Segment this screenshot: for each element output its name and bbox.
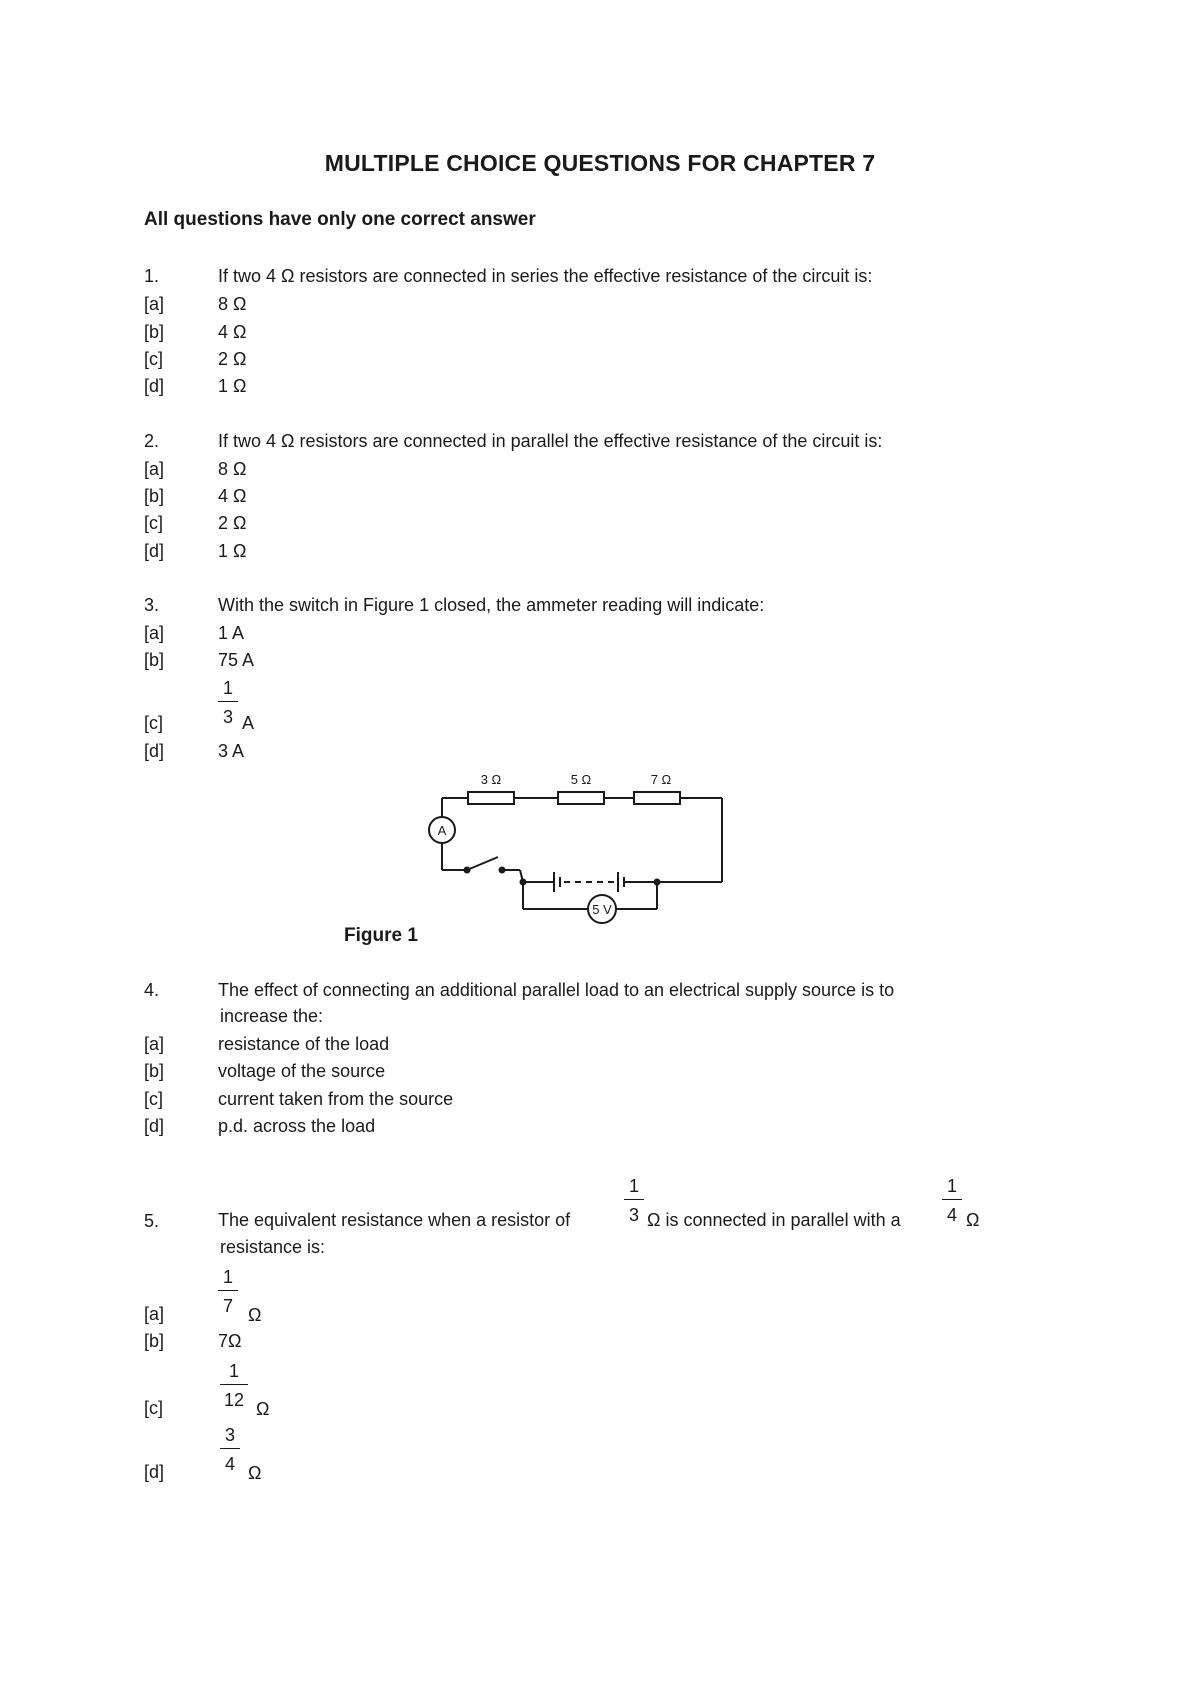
fraction-denominator: 3: [628, 1205, 639, 1225]
question-text: Ω is connected in parallel with a: [647, 1210, 901, 1230]
question-text: The equivalent resistance when a resistor of: [218, 1210, 571, 1230]
fraction-bar: [218, 701, 238, 702]
option-label: [b]: [144, 1331, 165, 1351]
option-label: [a]: [144, 1304, 165, 1324]
fraction-numerator: 1: [222, 1267, 233, 1287]
option-text: current taken from the source: [218, 1089, 454, 1109]
fraction: [218, 1266, 238, 1317]
fraction-denominator: 4: [946, 1205, 957, 1225]
question-number: 3.: [144, 595, 160, 615]
option-text: 2 Ω: [218, 513, 247, 533]
option-text: 4 Ω: [218, 486, 247, 506]
question-text: The effect of connecting an additional parallel load to an electrical supply source is to: [218, 980, 895, 1000]
option-label: [c]: [144, 349, 164, 369]
fraction: [220, 1424, 240, 1475]
resistor-5-ohm: [558, 792, 604, 804]
fraction-numerator: 1: [946, 1176, 957, 1196]
fraction: [218, 677, 238, 728]
switch-lever: [467, 857, 498, 870]
question-text-continued: resistance is:: [220, 1237, 326, 1257]
question-number: 5.: [144, 1211, 160, 1231]
fraction-numerator: 1: [228, 1361, 239, 1381]
option-label: [d]: [144, 1462, 165, 1482]
question-text: With the switch in Figure 1 closed, the ammeter reading will indicate:: [218, 595, 765, 615]
fraction: [942, 1175, 962, 1226]
fraction-denominator: 3: [222, 707, 233, 727]
option-label: [d]: [144, 541, 165, 561]
question-number: 2.: [144, 431, 160, 451]
option-text: 1 A: [218, 623, 245, 643]
resistor-label: 7 Ω: [650, 772, 672, 787]
fraction-numerator: 1: [222, 678, 233, 698]
option-text: 75 A: [218, 650, 255, 670]
switch-contact: [500, 868, 505, 873]
option-text: 7Ω: [218, 1331, 242, 1351]
option-text: 4 Ω: [218, 322, 247, 342]
page-title: MULTIPLE CHOICE QUESTIONS FOR CHAPTER 7: [324, 150, 876, 176]
question-number: 4.: [144, 980, 160, 1000]
option-text: 8 Ω: [218, 459, 247, 479]
option-label: [c]: [144, 1089, 164, 1109]
option-label: [a]: [144, 459, 165, 479]
option-unit: Ω: [256, 1399, 270, 1419]
figure-caption: Figure 1: [344, 925, 418, 946]
option-label: [b]: [144, 650, 165, 670]
fraction-denominator: 12: [223, 1390, 245, 1410]
option-label: [c]: [144, 513, 164, 533]
option-text: 2 Ω: [218, 349, 247, 369]
option-label: [d]: [144, 741, 165, 761]
option-label: [a]: [144, 1034, 165, 1054]
fraction-numerator: 3: [224, 1425, 235, 1445]
fraction-bar: [624, 1199, 644, 1200]
option-unit: Ω: [248, 1305, 262, 1325]
option-label: [b]: [144, 486, 165, 506]
voltmeter-label: 5 V: [592, 902, 612, 917]
option-text: 3 A: [218, 741, 245, 761]
option-label: [d]: [144, 1116, 165, 1136]
option-text: voltage of the source: [218, 1061, 386, 1081]
option-text: p.d. across the load: [218, 1116, 376, 1136]
option-label: [c]: [144, 713, 164, 733]
option-unit: Ω: [248, 1463, 262, 1483]
option-text: 1 Ω: [218, 376, 247, 396]
option-label: [b]: [144, 1061, 165, 1081]
option-unit: A: [242, 713, 255, 733]
question-text: If two 4 Ω resistors are connected in parallel the effective resistance of the circuit is:: [218, 431, 883, 451]
resistor-7-ohm: [634, 792, 680, 804]
option-text: 8 Ω: [218, 294, 247, 314]
fraction: [624, 1175, 644, 1226]
option-label: [d]: [144, 376, 165, 396]
fraction-bar: [220, 1384, 248, 1385]
option-label: [b]: [144, 322, 165, 342]
resistor-label: 3 Ω: [480, 772, 502, 787]
instructions: All questions have only one correct answer: [144, 209, 536, 230]
question-text: If two 4 Ω resistors are connected in series the effective resistance of the circuit is:: [218, 266, 873, 286]
circuit-diagram: [420, 752, 750, 932]
resistor-label: 5 Ω: [570, 772, 592, 787]
question-text: Ω: [966, 1210, 980, 1230]
option-label: [a]: [144, 623, 165, 643]
ammeter-label: A: [437, 823, 447, 838]
fraction: [220, 1360, 248, 1411]
fraction-bar: [220, 1448, 240, 1449]
question-number: 1.: [144, 266, 160, 286]
fraction-denominator: 7: [222, 1296, 233, 1316]
option-text: 1 Ω: [218, 541, 247, 561]
fraction-bar: [942, 1199, 962, 1200]
option-text: resistance of the load: [218, 1034, 390, 1054]
resistor-3-ohm: [468, 792, 514, 804]
fraction-bar: [218, 1290, 238, 1291]
question-text-continued: increase the:: [220, 1006, 324, 1026]
option-label: [c]: [144, 1398, 164, 1418]
fraction-numerator: 1: [628, 1176, 639, 1196]
fraction-denominator: 4: [224, 1454, 235, 1474]
option-label: [a]: [144, 294, 165, 314]
